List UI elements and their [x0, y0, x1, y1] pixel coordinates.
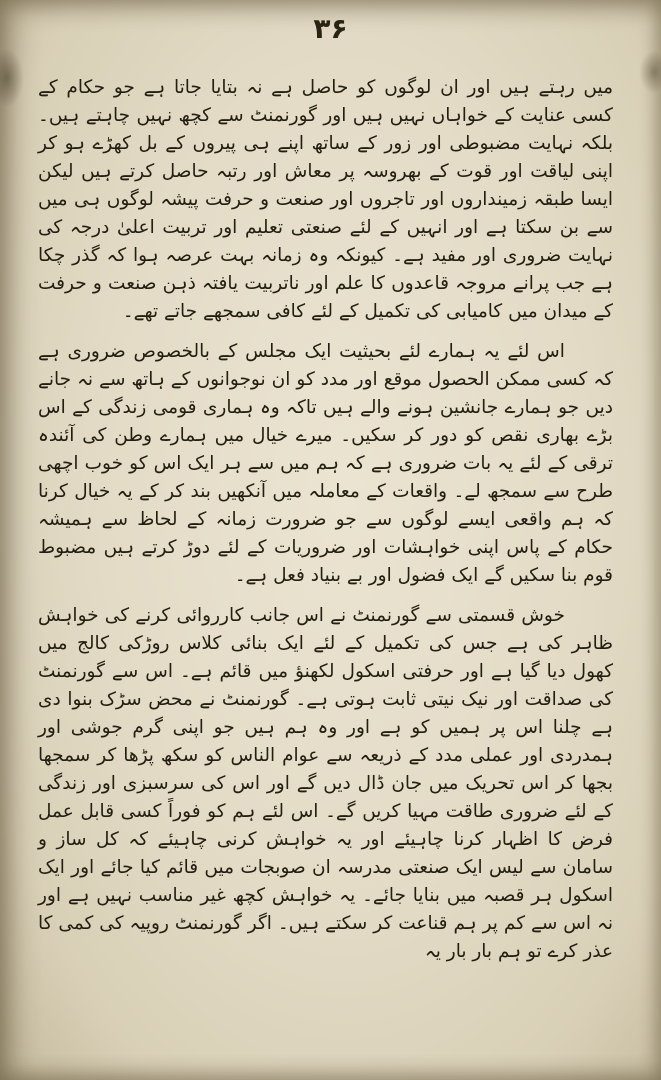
scan-smudge-right [639, 50, 661, 94]
body-paragraph: اس لئے یہ ہمارے لئے بحیثیت ایک مجلس کے بالخصوص ضروری ہے کہ کسی ممکن الحصول موقع اور مدد کو ان نوجوانوں کے ہاتھ سے نہ جانے دیں جو ہمارے جانشین ہونے والے ہیں تاکہ وہ ہماری قومی زندگی کے اس بڑے بھاری نقص کو دور کر سکیں۔ میرے خیال میں ہمارے وطن کی آئندہ ترقی کے لئے یہ بات ضروری ہے کہ ہم میں سے ہر ایک اس کو خوب اچھی طرح سے سمجھ لے۔ واقعات کے معاملہ میں آنکھیں بند کر کے یہ خیال کرنا کہ ہم واقعی ایسے لوگوں سے جو ضرورت زمانہ کے لحاظ سے ہمیشہ حکام کے پاس اپنی خواہشات اور ضروریات کے لئے دوڑ کرتے ہیں مضبوط قوم بنا سکیں گے ایک فضول اور بے بنیاد فعل ہے۔ [38, 341, 613, 586]
page-body [38, 74, 613, 978]
scan-smudge-left [0, 48, 24, 108]
page-number: ۳۶ [313, 12, 348, 45]
body-paragraph: خوش قسمتی سے گورنمنٹ نے اس جانب کارروائی کرنے کی خواہش ظاہر کی ہے جس کی تکمیل کے لئے ایک بنائی کلاس روڑکی کالج میں کھول دیا گیا ہے اور حرفتی اسکول لکھنؤ میں قائم ہے۔ اس سے گورنمنٹ کی صداقت اور نیک نیتی ثابت ہوتی ہے۔ گورنمنٹ نے محض سڑک بنوا دی ہے چلنا اس پر ہمیں کو ہے اور وہ ہم ہیں جو اپنی گرم جوشی اور ہمدردی اور عملی مدد کے ذریعہ سے عوام الناس کو سکھ پڑھا کر سمجھا بجھا کر اس تحریک میں جان ڈال دیں گے اور اس کی سرسبزی اور زندگی کے لئے ضروری طاقت مہیا کریں گے۔ اس لئے ہم کو فوراً کسی قابل عمل فرض کا اظہار کرنا چاہیئے اور یہ خواہش کرنی چاہیئے کہ کل ساز و سامان سے لیس ایک صنعتی مدرسہ ان صوبجات میں قائم کیا جائے اور ایک اسکول ہر قصبہ میں بنایا جائے۔ یہ خواہش کچھ غیر مناسب نہیں ہے اور نہ اس سے کم پر ہم قناعت کر سکتے ہیں۔ اگر گورنمنٹ روپیہ کی کمی کا عذر کرے تو ہم بار بار یہ [38, 605, 613, 962]
body-paragraph: میں رہتے ہیں اور ان لوگوں کو حاصل ہے نہ بتایا جاتا ہے جو حکام کے کسی عنایت کے خواہاں نہیں ہیں اور گورنمنٹ سے کچھ نہیں چاہتے ہیں۔ بلکہ نہایت مضبوطی اور زور کے ساتھ اپنے ہی پیروں کے بل کھڑے ہو کر اپنی لیاقت اور قوت کے بھروسہ پر معاش اور رتبہ حاصل کرتے ہیں لیکن ایسا طبقہ زمینداروں اور تاجروں اور صنعت و حرفت پیشہ لوگوں ہی میں سے بن سکتا ہے اور انہیں کے لئے صنعتی تعلیم اور تربیت اعلیٰ درجہ کی نہایت ضروری اور مفید ہے۔ کیونکہ وہ زمانہ بہت عرصہ ہوا کہ گذر چکا ہے جب پرانے مروجہ قاعدوں کا علم اور ناتربیت یافتہ ذہن صنعت و حرفت کے میدان میں کامیابی کی تکمیل کے لئے کافی سمجھے جاتے تھے۔ [38, 77, 613, 322]
